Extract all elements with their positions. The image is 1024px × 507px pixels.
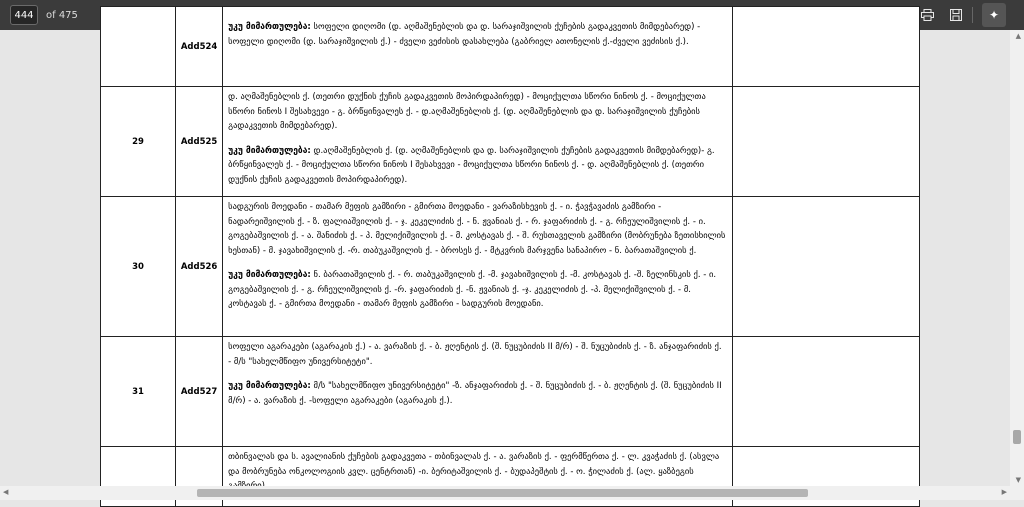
- route-paragraph: [228, 379, 727, 408]
- print-icon[interactable]: [917, 0, 937, 30]
- table-row: [101, 7, 920, 87]
- route-text: სოფელი აგარაკები (აგარაკის ქ.) - ა. ვარაზის ქ. - ბ. ჟღენტის ქ. (შ. ნუცუბიძის II მ/რ) - შ. ნუცუბიძის ქ. - ზ. ანჯაფარიძის ქ. - მ/ს "სახელმწიფო უნივერსიტეტი".: [228, 342, 722, 367]
- vertical-scrollbar[interactable]: [1010, 30, 1024, 486]
- vertical-scroll-thumb[interactable]: [1013, 430, 1021, 444]
- page-number-input[interactable]: 444: [10, 5, 38, 25]
- document-viewport: [0, 22, 1010, 486]
- row-number: [101, 7, 176, 87]
- paragraph-gap: [228, 258, 727, 268]
- scroll-down-icon[interactable]: ▼: [1015, 476, 1021, 484]
- table-row: [101, 197, 920, 337]
- route-description: [223, 197, 733, 337]
- reverse-direction-label: უკუ მიმართულება:: [228, 22, 311, 32]
- row-number: 30: [101, 197, 176, 337]
- route-code: Add524: [176, 7, 223, 87]
- reverse-direction-label: უკუ მიმართულება:: [228, 381, 311, 391]
- route-text: სოფელი დიღომი (დ. აღმაშენებლის და დ. სარაჯიშვილის ქუჩების გადაკვეთის მიმდებარედ) - სოფელი დიღომი (დ. სარაჯიშვილის ქ.) - ძველი ვეძისის დასახლება (გაბრიელ ათონელის ქ.-ძველი ვეძისის ქ.).: [228, 22, 701, 47]
- route-paragraph: [228, 340, 727, 369]
- route-paragraph: [228, 20, 727, 49]
- route-paragraph: [228, 268, 727, 312]
- pdf-page: [100, 6, 920, 507]
- scroll-right-icon[interactable]: ▶: [1001, 488, 1007, 496]
- save-icon[interactable]: [946, 0, 966, 30]
- scrollbar-corner: [1010, 486, 1024, 500]
- paragraph-gap: [228, 369, 727, 379]
- row-number: 31: [101, 337, 176, 447]
- paragraph-gap: [228, 10, 727, 20]
- route-description: [223, 337, 733, 447]
- reverse-direction-label: უკუ მიმართულება:: [228, 270, 311, 280]
- table-row: [101, 87, 920, 197]
- empty-cell: [732, 337, 919, 447]
- paragraph-gap: [228, 134, 727, 144]
- reverse-direction-label: უკუ მიმართულება:: [228, 145, 311, 156]
- route-text: ნ. ბარათაშვილის ქ. - რ. თაბუკაშვილის ქ. -მ. ჯავახიშვილის ქ. -მ. კოსტავას ქ. -შ. ზელინსკის ქ. - ი. გოგებაშვილის ქ. - გ. რჩეულიშვილის ქ. -რ. ჯაფარიძის ქ. -ნ. ჟვანიას ქ. -ჯ. კეკელიძის ქ. -პ. მელიქიშვილის ქ. - მ. კოსტავას ქ. - გმირთა მოედანი - თამარ მეფის გამზირი - სადგურის მოედანი.: [228, 270, 717, 309]
- route-text: მ/ს "სახელმწიფო უნივერსიტეტი" -ზ. ანჯაფარიძის ქ. - შ. ნუცუბიძის ქ. - ბ. ჟღენტის ქ. (შ. ნუცუბიძის II მ/რ) - ა. ვარაზის ქ. -სოფელი აგარაკები (აგარაკის ქ.).: [228, 381, 722, 406]
- routes-table: [100, 6, 920, 507]
- route-text: დ.აღმაშენებლის ქ. (დ. აღმაშენებლის და დ. სარაჯიშვილის ქუჩების გადაკვეთის მიმდებარედ)- გ. ბრწყინვალეს ქ. - მოციქულთა სწორი ნინოს I შესახვევი - მოციქულთა სწორი ნინოს ქ. - დ. აღმაშენებლის ქ. (თეთრი დუქნის ქუჩის გადაკვეთის მოპირდაპირედ).: [228, 145, 715, 185]
- scroll-left-icon[interactable]: ◀: [3, 488, 9, 496]
- row-number: 29: [101, 87, 176, 197]
- route-code: Add527: [176, 337, 223, 447]
- route-text: დ. აღმაშენებლის ქ. (თეთრი დუქნის ქუჩის გადაკვეთის მოპირდაპირედ) - მოციქულთა სწორი ნინოს ქ. - მოციქულთა სწორი ნინოს I შესახვევი - გ. ბრწყინვალეს ქ. - დ.აღმაშენებლის ქ. (დ. აღმაშენებლის და დ. სარაჯიშვილის ქუჩების გადაკვეთის მიმდებარედ).: [228, 92, 706, 131]
- horizontal-scrollbar[interactable]: [0, 486, 1010, 500]
- empty-cell: [732, 7, 919, 87]
- route-description: [223, 87, 733, 197]
- route-paragraph: [228, 144, 727, 188]
- scroll-up-icon[interactable]: ▲: [1015, 32, 1021, 40]
- route-description: [223, 7, 733, 87]
- route-code: Add526: [176, 197, 223, 337]
- table-row: [101, 337, 920, 447]
- route-code: Add525: [176, 87, 223, 197]
- route-paragraph: [228, 200, 727, 258]
- route-text: სადგურის მოედანი - თამარ მეფის გამზირი - გმირთა მოედანი - ვარაზისხევის ქ. - ი. ჭავჭავაძის გამზირი - ნადარეიშვილის ქ. - ზ. ფალიაშვილის ქ. - ჯ. კეკელიძის ქ. - ნ. ჟვანიას ქ. - რ. ჯაფარიძის ქ. - გ. რჩეულიშვილის ქ. - ი. გოგებაშვილის ქ. - ა. შანიძის ქ. - პ. მელიქიშვილის ქ. - მ. კოსტავას ქ. - შ. რუსთაველის გამზირი (მობრუნება ზეთისხილის ხესთან) - მ. ჯავახიშვილის ქ. -რ. თაბუკაშვილის ქ. - ბროსეს ქ. - მტკვრის მარჯვენა სანაპირო - ნ. ბარათაშვილის ქ.: [228, 202, 726, 256]
- page-total: of 475: [46, 9, 78, 21]
- horizontal-scroll-thumb[interactable]: [197, 489, 808, 497]
- toolbar-divider: [972, 7, 973, 23]
- route-text: თბინვალას და ს. ავალიანის ქუჩების გადაკვეთა - თბინვალას ქ. - ა. ვარაზის ქ. - ფერმწერთა ქ. - ლ. კვაჭაძის ქ. (ასვლა და მობრუნება ონკოლოგიის კვლ. ცენტრთან) -ი. ბერიტაშვილის ქ. - ბუდაპეშტის ქ. - ო. ჭილაძის ქ. (ალ. ყაზბეგის: [228, 452, 720, 477]
- empty-cell: [732, 197, 919, 337]
- route-paragraph: [228, 90, 727, 134]
- empty-cell: [732, 87, 919, 197]
- pin-icon[interactable]: ✦: [982, 3, 1006, 27]
